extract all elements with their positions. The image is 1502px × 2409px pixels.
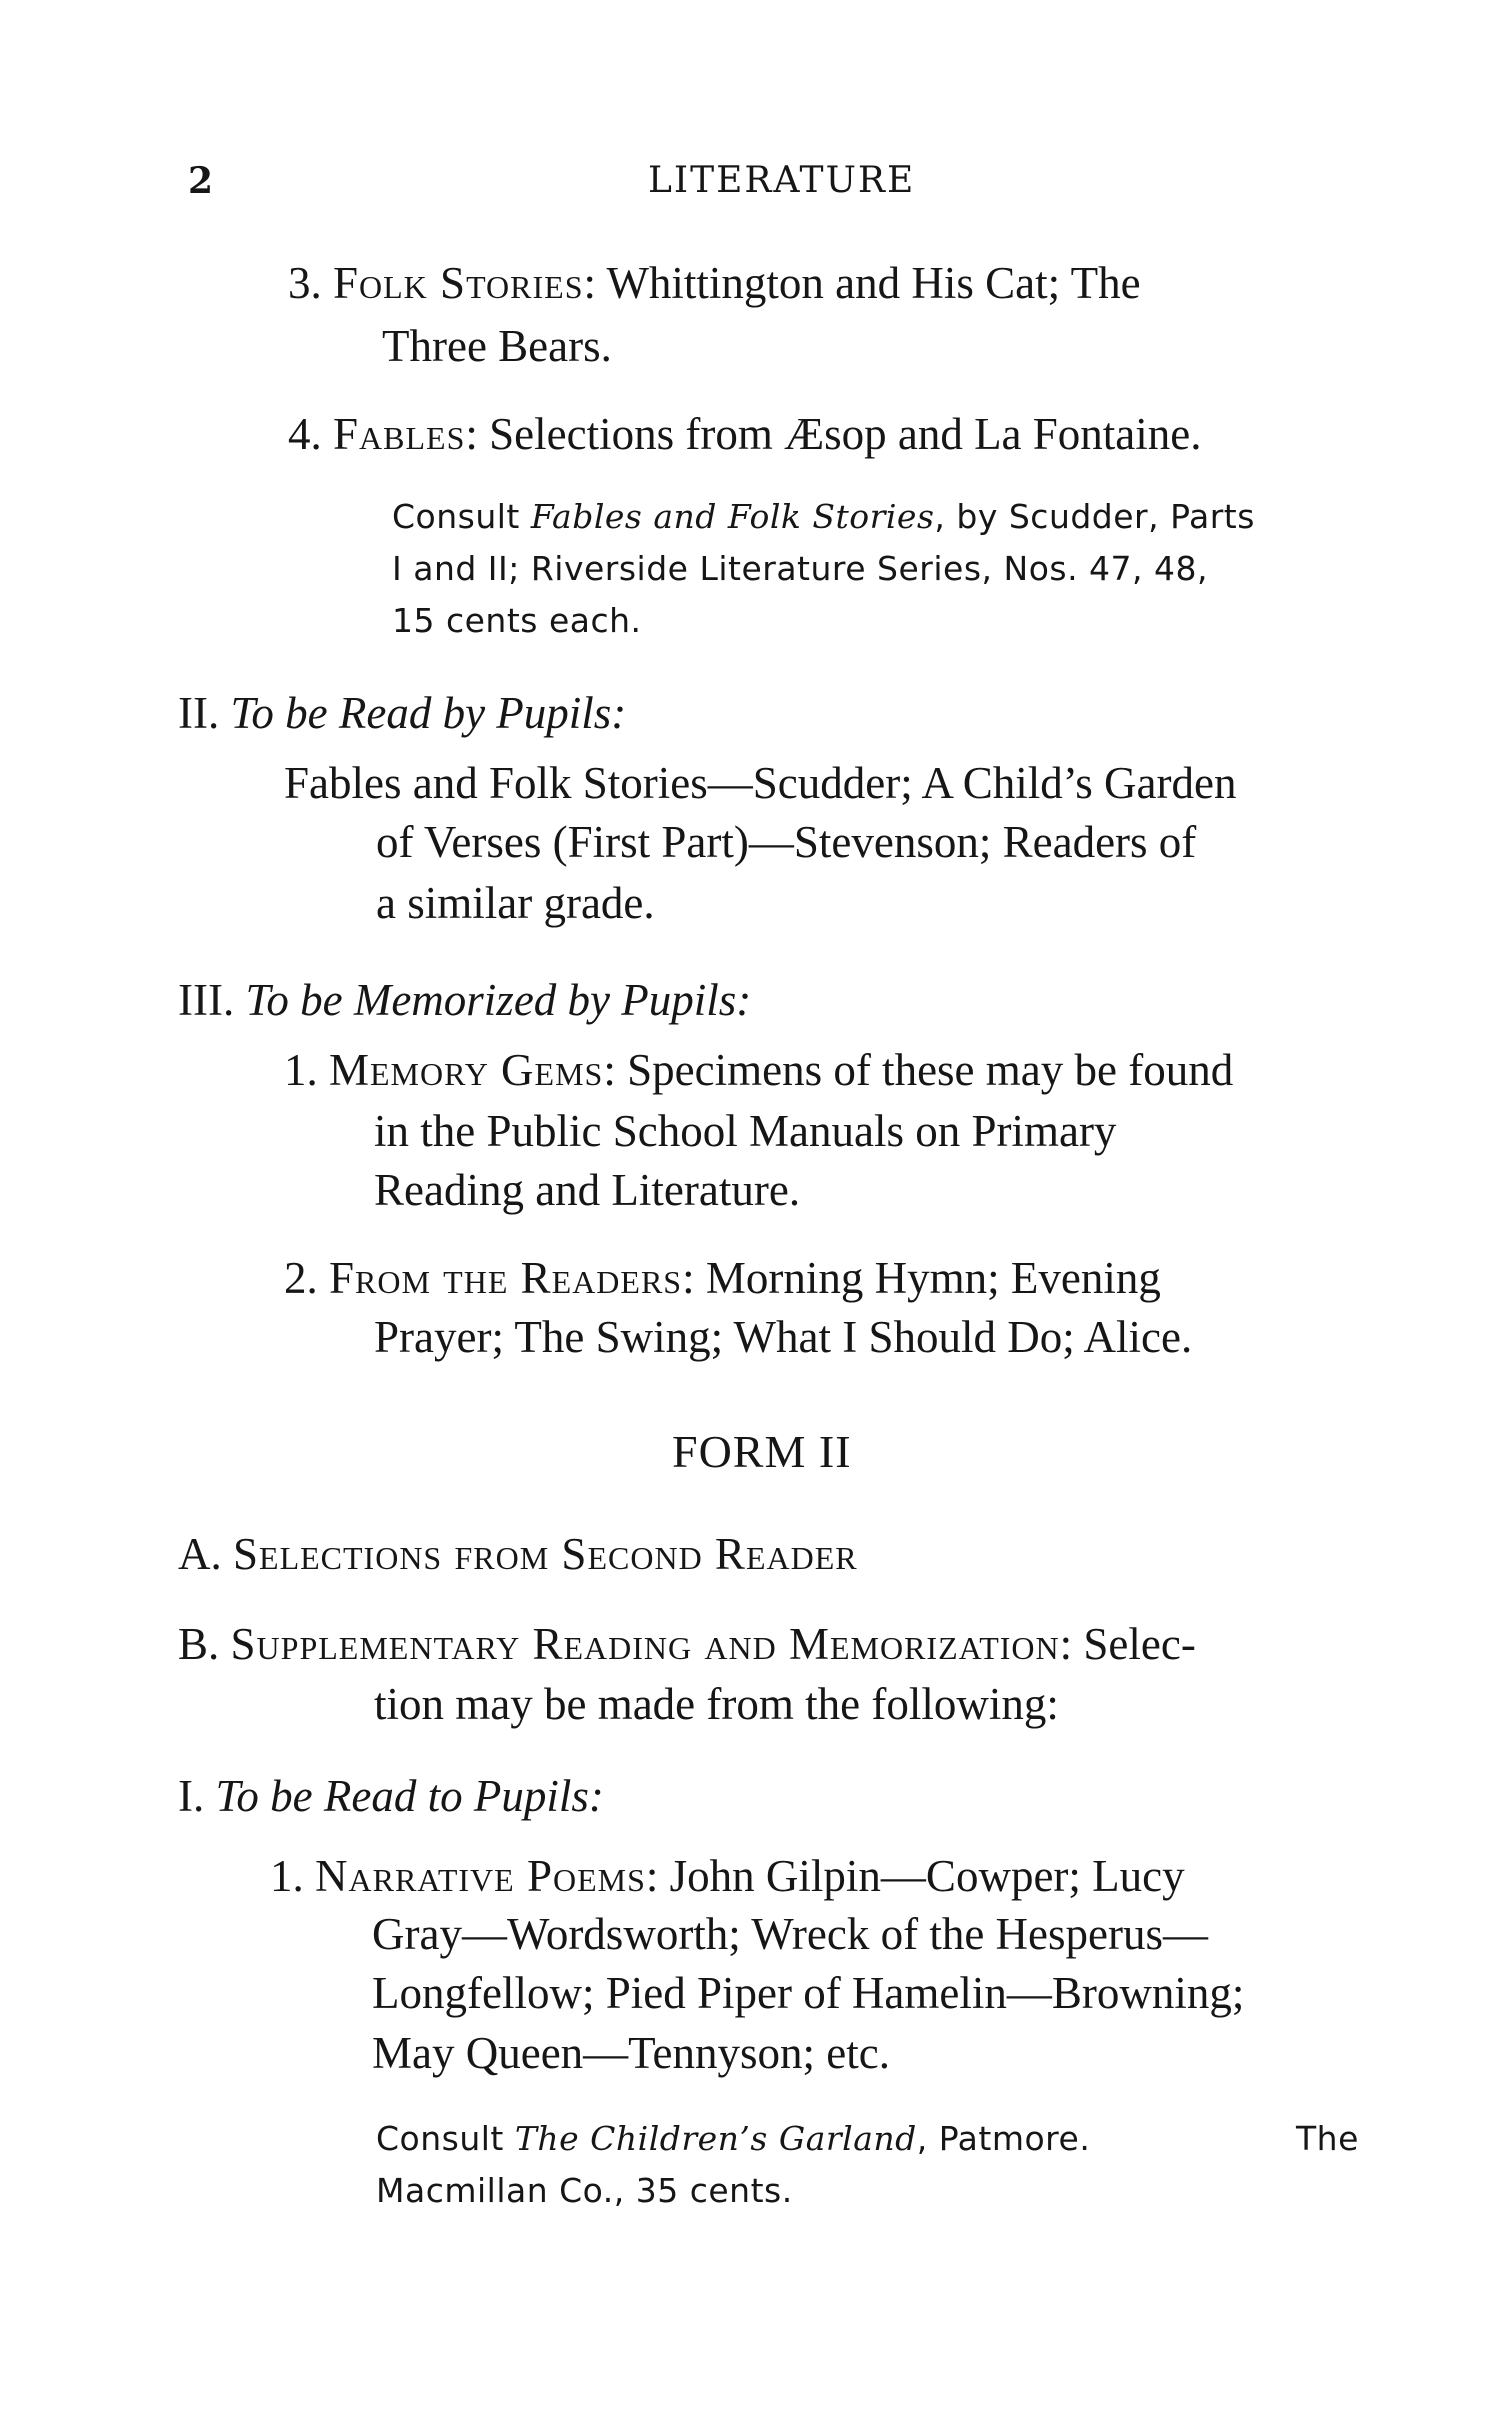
item-text: : Morning Hymn; Evening bbox=[682, 1253, 1161, 1303]
section-ii-line3: a similar grade. bbox=[376, 878, 655, 928]
item-number: 4. bbox=[288, 409, 322, 459]
form-ii-part-b bbox=[178, 1614, 1196, 1675]
item-text: : Selections from Æsop and La Fontaine. bbox=[465, 409, 1202, 459]
note-consult-line2: I and II; Riverside Literature Series, Nos. 47, 48, bbox=[392, 549, 1209, 588]
section-ii-line2: of Verses (First Part)—Stevenson; Readers of bbox=[376, 817, 1197, 867]
item-number: 1. bbox=[284, 1045, 318, 1095]
item-fables bbox=[288, 404, 1202, 465]
item-memory-gems bbox=[284, 1040, 1233, 1101]
note-text: , Patmore. bbox=[916, 2119, 1091, 2158]
running-title: LITERATURE bbox=[648, 160, 916, 201]
part-letter: B. bbox=[178, 1619, 220, 1669]
item-number: 1. bbox=[270, 1851, 304, 1901]
note-book-title: The Children’s Garland bbox=[514, 2119, 917, 2158]
part-label: Supplementary Reading and Memorization bbox=[230, 1619, 1060, 1669]
note-childrens-garland-line2: Macmillan Co., 35 cents. bbox=[376, 2171, 793, 2210]
form-ii-title: FORM II bbox=[672, 1426, 852, 1477]
form-ii-part-a bbox=[178, 1524, 858, 1585]
item-narrative-poems-line4: May Queen—Tennyson; etc. bbox=[372, 2028, 890, 2078]
note-text: Consult bbox=[376, 2119, 515, 2158]
section-ii-heading bbox=[178, 683, 626, 744]
part-text: : Selec- bbox=[1059, 1619, 1196, 1669]
note-childrens-garland-line1 bbox=[376, 2112, 1090, 2165]
note-consult-line1 bbox=[392, 490, 1255, 543]
item-label: Memory Gems bbox=[329, 1045, 604, 1095]
item-narrative-poems bbox=[270, 1846, 1185, 1907]
item-from-readers-line2: Prayer; The Swing; What I Should Do; Alice. bbox=[374, 1312, 1193, 1362]
section-number: I. bbox=[178, 1771, 205, 1821]
item-folk-stories bbox=[288, 253, 1141, 314]
part-letter: A. bbox=[178, 1529, 222, 1579]
form-ii-part-b-line2: tion may be made from the following: bbox=[374, 1679, 1059, 1729]
section-heading: To be Memorized by Pupils: bbox=[245, 975, 752, 1025]
item-label: From the Readers bbox=[329, 1253, 683, 1303]
section-ii-line1: Fables and Folk Stories—Scudder; A Child’s Garden bbox=[284, 758, 1237, 808]
item-text: : Specimens of these may be found bbox=[603, 1045, 1234, 1095]
page-number: 2 bbox=[188, 160, 214, 202]
item-label: Narrative Poems bbox=[315, 1851, 646, 1901]
note-book-title: Fables and Folk Stories bbox=[530, 497, 935, 536]
section-heading: To be Read to Pupils: bbox=[215, 1771, 604, 1821]
section-number: II. bbox=[178, 688, 220, 738]
item-narrative-poems-line2: Gray—Wordsworth; Wreck of the Hesperus— bbox=[372, 1909, 1209, 1959]
item-number: 3. bbox=[288, 258, 322, 308]
item-number: 2. bbox=[284, 1253, 318, 1303]
section-number: III. bbox=[178, 975, 235, 1025]
form-ii-section-i-heading bbox=[178, 1766, 604, 1827]
section-heading: To be Read by Pupils: bbox=[230, 688, 627, 738]
item-memory-gems-line3: Reading and Literature. bbox=[374, 1165, 801, 1215]
item-label: Fables bbox=[333, 409, 466, 459]
item-narrative-poems-line3: Longfellow; Pied Piper of Hamelin—Browning; bbox=[372, 1968, 1245, 2018]
item-folk-stories-cont: Three Bears. bbox=[382, 321, 612, 371]
note-consult-line3: 15 cents each. bbox=[392, 601, 642, 640]
note-text: , by Scudder, Parts bbox=[934, 497, 1255, 536]
section-iii-heading bbox=[178, 970, 751, 1031]
item-text: : Whittington and His Cat; The bbox=[583, 258, 1141, 308]
item-text: : John Gilpin—Cowper; Lucy bbox=[645, 1851, 1185, 1901]
item-label: Folk Stories bbox=[333, 258, 584, 308]
note-text: Consult bbox=[392, 497, 531, 536]
item-memory-gems-line2: in the Public School Manuals on Primary bbox=[374, 1106, 1117, 1156]
item-from-readers bbox=[284, 1248, 1161, 1309]
note-childrens-garland-the: The bbox=[1296, 2119, 1359, 2158]
part-label: Selections from Second Reader bbox=[233, 1529, 858, 1579]
